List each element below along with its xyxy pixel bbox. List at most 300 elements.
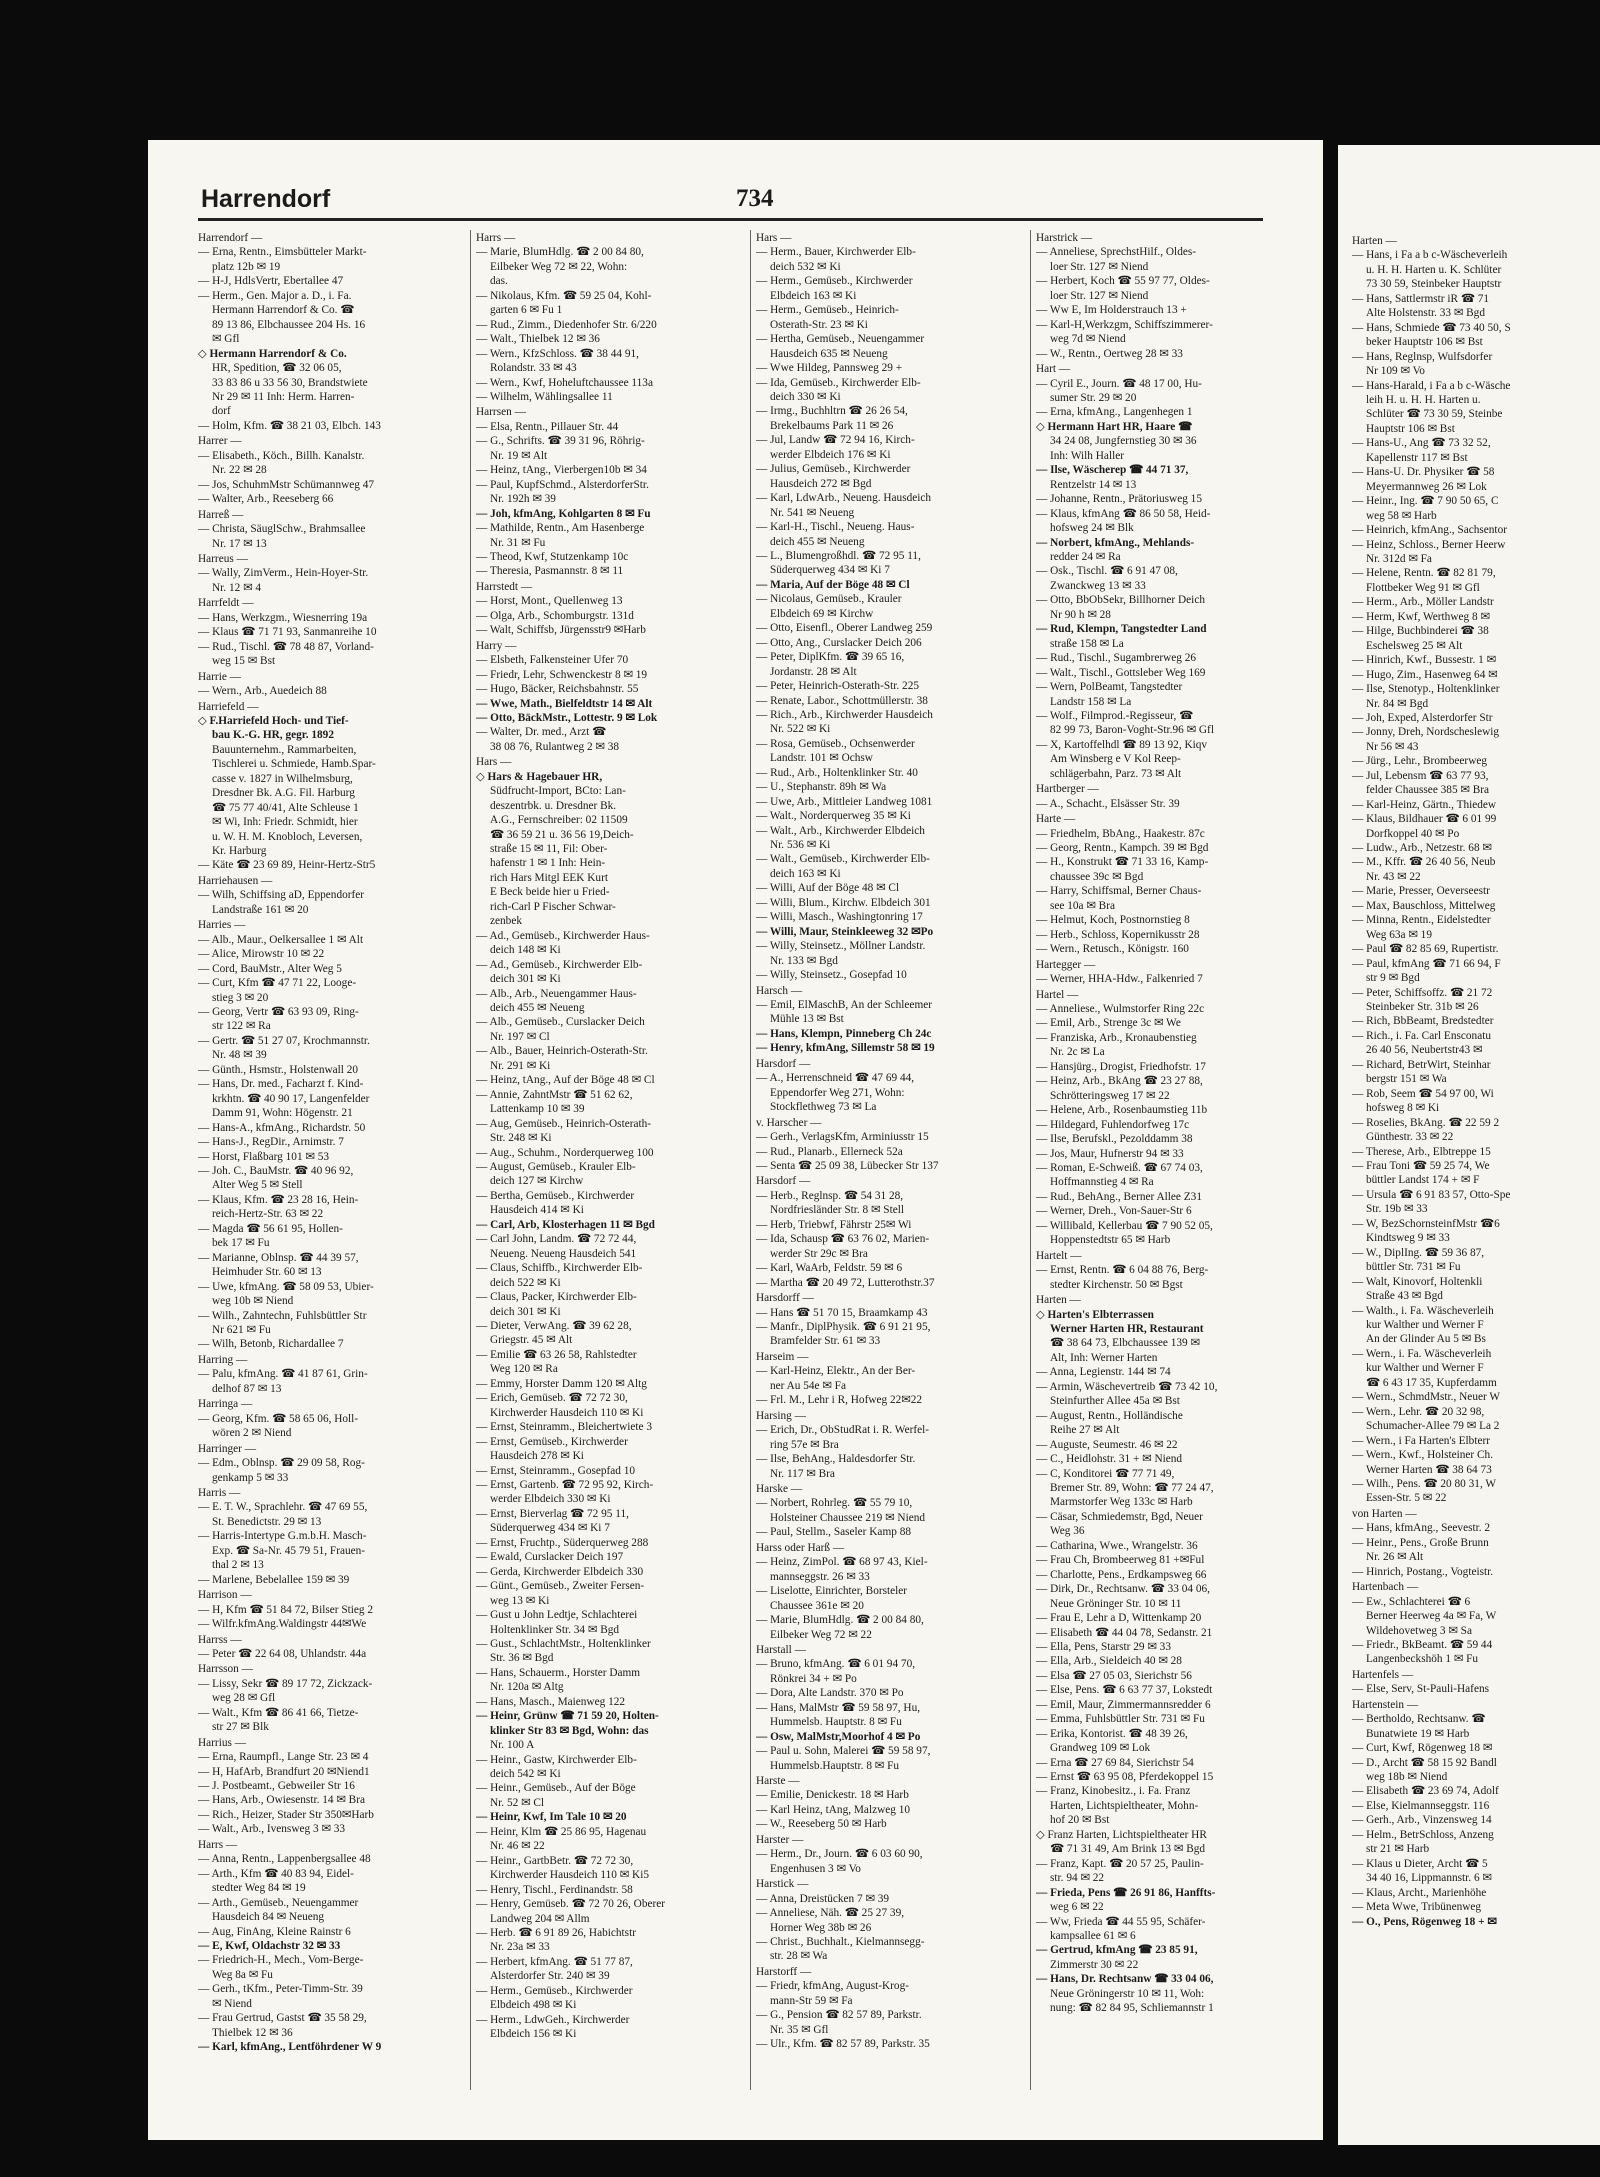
entry-continuation: straße 158 ✉ La [1050,637,1124,650]
directory-entry: — Ad., Gemüseb., Kirchwerder Haus- [476,929,650,942]
entry-continuation: Nr. 84 ✉ Bgd [1366,697,1429,710]
entry-continuation: Schlüter ☎ 73 30 59, Steinbe [1366,408,1503,421]
entry-continuation: stedter Kirchenstr. 50 ✉ Bgst [1050,1278,1183,1291]
directory-entry: — Julius, Gemüseb., Kirchwerder [756,463,911,476]
header-rule [198,218,1263,221]
entry-continuation: Werner Harten ☎ 38 64 73 [1366,1463,1492,1476]
directory-entry: — Henry, Gemüseb. ☎ 72 70 26, Oberer [476,1898,666,1911]
entry-continuation: rich-Carl P Fischer Schwar- [490,900,616,913]
entry-continuation: Nr. 19 ✉ Alt [490,449,548,462]
directory-entry: — H., Konstrukt ☎ 71 33 16, Kamp- [1036,856,1209,869]
directory-entry: — Ursula ☎ 6 91 83 57, Otto-Spe [1352,1188,1511,1201]
directory-entry: — Emmy, Horster Damm 120 ✉ Altg [476,1377,647,1390]
directory-entry: — Erna, Rentn., Eimsbütteler Markt- [198,246,367,259]
directory-entry: — Cord, BauMstr., Alter Weg 5 [198,962,342,975]
directory-entry: — Elisabeth ☎ 44 04 78, Sedanstr. 21 [1036,1626,1213,1639]
directory-entry: — Hans-Harald, i Fa a b c-Wäsche [1352,379,1511,392]
entry-continuation: Nr. 52 ✉ Cl [490,1796,545,1809]
entry-continuation: ☎ 36 59 21 u. 36 56 19,Deich- [490,828,634,841]
directory-entry: — Karl-H,Werkzgm, Schiffszimmerer- [1036,318,1213,331]
directory-entry: — Bruno, kfmAng. ☎ 6 01 94 70, [756,1658,916,1671]
directory-entry: — Herm., Gemüseb., Kirchwerder [476,1984,633,1997]
directory-entry: — Wilh., Pens. ☎ 20 80 31, W [1352,1477,1497,1490]
entry-continuation: sumer Str. 29 ✉ 20 [1050,391,1137,404]
directory-entry: — Karl, LdwArb., Neueng. Hausdeich [756,492,932,505]
directory-entry: — H-J, HdlsVertr, Ebertallee 47 [198,275,344,288]
directory-entry: — Roman, E-Schweiß. ☎ 67 74 03, [1036,1162,1203,1174]
entry-continuation: HR, Spedition, ☎ 32 06 05, [212,362,342,375]
entry-continuation: Holsteiner Chaussee 219 ✉ Niend [770,1511,926,1524]
directory-entry: — Gerda, Kirchwerder Elbdeich 330 [476,1565,644,1578]
directory-entry: — Wern., Arb., Auedeich 88 [198,685,327,698]
directory-entry: — Aug, Gemüseb., Heinrich-Osterath- [476,1117,652,1130]
directory-entry: — Hans-U. Dr. Physiker ☎ 58 [1352,466,1495,479]
directory-entry: — Henry, Tischl., Ferdinandstr. 58 [476,1883,633,1896]
entry-continuation: str 21 ✉ Harb [1366,1843,1430,1856]
entry-continuation: Elbdeich 163 ✉ Ki [770,289,857,302]
entry-continuation: Mühle 13 ✉ Bst [770,1013,844,1026]
directory-entry: — Gertrud, kfmAng ☎ 23 85 91, [1036,1944,1198,1957]
directory-entry: — Frau Ch, Brombeerweg 81 +✉Ful [1036,1554,1205,1567]
surname-heading: Hars — [756,232,792,244]
surname-heading: Harrius — [198,1736,247,1749]
entry-continuation: Neue Gröninger Str. 10 ✉ 11 [1050,1597,1182,1610]
surname-heading: Hartberger — [1036,783,1099,796]
directory-entry: — U., Stephanstr. 89h ✉ Wa [756,781,887,794]
directory-entry: — Marlene, Bebelallee 159 ✉ 39 [198,1573,350,1586]
entry-continuation: deich 127 ✉ Kirchw [490,1175,584,1188]
directory-entry: — Otto, Eisenfl., Oberer Landweg 259 [756,622,933,635]
surname-heading: Harstall — [756,1643,806,1656]
entry-continuation: deich 330 ✉ Ki [770,390,841,403]
directory-entry: — Bertha, Gemüseb., Kirchwerder [476,1189,635,1202]
entry-continuation: Nr 29 ✉ 11 Inh: Herm. Harren- [212,390,355,403]
directory-entry: — A., Herrenschneid ☎ 47 69 44, [756,1072,915,1085]
directory-entry: — Karl-Heinz, Gärtn., Thiedew [1352,798,1497,811]
entry-continuation: Steinbeker Str. 31b ✉ 26 [1366,1001,1479,1014]
directory-entry: — Catharina, Wwe., Wrangelstr. 36 [1036,1539,1198,1552]
directory-entry: — Joh, Exped, Alsterdorfer Str [1352,711,1493,724]
entry-continuation: Günthestr. 33 ✉ 22 [1366,1131,1454,1144]
entry-continuation: stieg 3 ✉ 20 [212,991,269,1004]
directory-entry: — M., Kffr. ☎ 26 40 56, Neub [1352,856,1496,869]
surname-heading: Harrss — [198,1633,242,1646]
entry-continuation: Eppendorfer Weg 271, Wohn: [770,1086,905,1099]
directory-entry: — Horst, Mont., Quellenweg 13 [476,595,623,608]
entry-continuation: Hoffmannstieg 4 ✉ Ra [1050,1176,1154,1189]
entry-continuation: weg 58 ✉ Harb [1366,509,1437,522]
surname-heading: Harrison — [198,1589,252,1602]
entry-continuation: Schrötteringsweg 17 ✉ 22 [1050,1089,1170,1102]
entry-continuation: hofsweg 24 ✉ Blk [1050,522,1134,535]
directory-entry: — Otto, Ang., Curslacker Deich 206 [756,636,922,649]
directory-entry: — Herb., Schloss, Kopernikusstr 28 [1036,928,1200,941]
directory-entry: — Erich, Gemüseb. ☎ 72 72 30, [476,1392,628,1405]
directory-entry: — Friedr., BkBeamt. ☎ 59 44 [1352,1638,1493,1651]
entry-continuation: Weg 63a ✉ 19 [1366,928,1432,941]
entry-continuation: str 122 ✉ Ra [212,1020,271,1033]
directory-entry: — Rud., BehAng., Berner Allee Z31 [1036,1190,1202,1203]
entry-continuation: Nr. 197 ✉ Cl [490,1030,550,1043]
directory-entry: — Ernst, Rentn. ☎ 6 04 88 76, Berg- [1036,1264,1209,1277]
directory-entry: ◇ Hermann Hart HR, Haare ☎ [1036,420,1193,433]
directory-entry: — Hans ☎ 51 70 15, Braamkamp 43 [756,1306,928,1319]
entry-continuation: Alter Weg 5 ✉ Stell [212,1179,303,1192]
entry-continuation: dorf [212,405,231,418]
directory-entry: — Günt., Gemüseb., Zweiter Fersen- [476,1580,645,1593]
entry-continuation: mannseggstr. 26 ✉ 33 [770,1570,870,1583]
entry-continuation: Kapellenstr 117 ✉ Bst [1366,451,1468,464]
entry-continuation: Lattenkamp 10 ✉ 39 [490,1103,585,1116]
directory-entry: — Walt., Arb., Kirchwerder Elbdeich [756,824,925,837]
directory-entry: — Heinz, ZimPol. ☎ 68 97 43, Kiel- [756,1556,928,1569]
directory-entry: — Klaus, Kfm. ☎ 23 28 16, Hein- [198,1193,359,1206]
entry-continuation: Kindtsweg 9 ✉ 33 [1366,1232,1450,1245]
directory-entry: — Ernst, Gemüseb., Kirchwerder [476,1435,628,1448]
entry-continuation: reich-Hertz-Str. 63 ✉ 22 [212,1208,324,1221]
directory-entry: ◇ F.Harriefeld Hoch- und Tief- [198,714,349,727]
directory-entry: — Hugo, Bäcker, Reichsbahnstr. 55 [476,683,639,696]
directory-entry: — Klaus ☎ 71 71 93, Sanmanreihe 10 [198,626,377,639]
directory-entry: — Klaus, Bildhauer ☎ 6 01 99 [1352,813,1497,826]
directory-entry: — Emma, Fuhlsbüttler Str. 731 ✉ Fu [1036,1713,1205,1726]
directory-entry: — Ida, Gemüseb., Kirchwerder Elb- [756,376,921,389]
directory-entry: — Ernst, Steinramm., Gosepfad 10 [476,1464,636,1477]
directory-entry: — Curt, Kfm ☎ 47 71 22, Looge- [198,977,357,990]
entry-continuation: Nr. 541 ✉ Neueng [770,506,855,519]
directory-entry: — Herm., Dr., Journ. ☎ 6 03 60 90, [756,1848,923,1861]
entry-continuation: Nr. 117 ✉ Bra [770,1467,835,1480]
directory-entry: — Norbert, kfmAng., Mehlands- [1036,536,1195,549]
entry-continuation: Elbdeich 69 ✉ Kirchw [770,607,874,620]
directory-entry: — Ernst, Bierverlag ☎ 72 95 11, [476,1507,629,1520]
directory-entry: — Herbert, Koch ☎ 55 97 77, Oldes- [1036,275,1210,288]
directory-entry: — Anneliese., Wulmstorfer Ring 22c [1036,1003,1205,1016]
entry-continuation: str 9 ✉ Bgd [1366,972,1420,985]
directory-entry: — Herm., Bauer, Kirchwerder Elb- [756,246,916,259]
entry-continuation: kampsallee 61 ✉ 6 [1050,1930,1136,1943]
directory-entry: — D., Archt ☎ 58 15 92 Bandl [1352,1756,1497,1769]
directory-entry: — Heinz, Arb., BkAng ☎ 23 27 88, [1036,1075,1203,1088]
directory-entry: — Otto, BbObSekr, Billhorner Deich [1036,594,1205,607]
entry-continuation: Zimmerstr 30 ✉ 22 [1050,1958,1139,1971]
directory-entry: — Christa, SäuglSchw., Brahmsallee [198,523,366,536]
entry-continuation: Harten, Lichtspieltheater, Mohn- [1050,1799,1199,1812]
directory-column-4 [1036,230,1302,2090]
surname-heading: Hartegger — [1036,958,1096,971]
directory-entry: — Emilie ☎ 63 26 58, Rahlstedter [476,1348,637,1361]
entry-continuation: Nr. 133 ✉ Bgd [770,954,838,967]
entry-continuation: Engenhusen 3 ✉ Vo [770,1862,861,1875]
directory-entry: — Gerh., tKfm., Peter-Timm-Str. 39 [198,1983,363,1996]
directory-entry: — Herb, Triebwf, Fährstr 25✉ Wi [756,1218,912,1231]
directory-entry: — Wern., Kwf, Hoheluftchaussee 113a [476,376,653,389]
entry-continuation: Hausdeich 414 ✉ Ki [490,1204,584,1217]
entry-continuation: Nr. 43 ✉ 22 [1366,870,1421,883]
directory-entry: — Frau E, Lehr a D, Wittenkamp 20 [1036,1612,1202,1625]
directory-entry: — Hans, Dr. Rechtsanw ☎ 33 04 06, [1036,1973,1214,1986]
entry-continuation: u. W. H. M. Knobloch, Leversen, [212,830,363,843]
directory-entry: — Frau Toni ☎ 59 25 74, We [1352,1160,1490,1172]
entry-continuation: weg 15 ✉ Bst [212,655,276,668]
entry-continuation: Am Winsberg e V Kol Reep- [1050,753,1181,766]
entry-continuation: Landstraße 161 ✉ 20 [212,903,309,916]
directory-entry: — Nicolaus, Gemüseb., Krauler [756,593,902,606]
directory-entry: — Arth., Gemüseb., Neuengammer [198,1896,359,1909]
entry-continuation: ✉ Niend [212,1997,252,2010]
directory-entry: — Helene, Arb., Rosenbaumstieg 11b [1036,1104,1208,1117]
directory-entry: — A., Schacht., Elsässer Str. 39 [1036,797,1180,810]
directory-entry: — Georg, Rentn., Kampch. 39 ✉ Bgd [1036,842,1209,855]
directory-entry: — Claus, Schiffb., Kirchwerder Elb- [476,1262,643,1275]
directory-entry: — E, Kwf, Oldachstr 32 ✉ 33 [198,1940,341,1953]
entry-continuation: 73 30 59, Steinbeker Hauptstr [1366,278,1502,291]
directory-entry: — Paul, KupfSchmd., AlsterdorferStr. [476,478,649,491]
directory-entry: — Walt., Tischl., Gottsleber Weg 169 [1036,666,1206,679]
directory-entry: — Anna, Rentn., Lappenbergsallee 48 [198,1853,371,1866]
directory-entry: — Emilie, Denickestr. 18 ✉ Harb [756,1789,909,1802]
directory-entry: — Walt., Thielbek 12 ✉ 36 [476,333,600,346]
directory-entry: — Ernst, Steinramm., Bleichertwiete 3 [476,1421,653,1434]
entry-continuation: deich 455 ✉ Neueng [770,535,865,548]
directory-entry: — Heinr., GartbBetr. ☎ 72 72 30, [476,1854,634,1867]
entry-continuation: nung: ☎ 82 84 95, Schliemannstr 1 [1050,2002,1214,2015]
directory-entry: — Wern., i. Fa. Wäscheverleih [1352,1347,1492,1360]
directory-entry: — Herb., Reglnsp. ☎ 54 31 28, [756,1189,904,1202]
entry-continuation: Meyermannweg 26 ✉ Lok [1366,480,1487,493]
directory-entry: — Rud., Tischl., Sugambrerweg 26 [1036,652,1197,665]
entry-continuation: weg 18b ✉ Niend [1366,1771,1448,1784]
surname-heading: Harreus — [198,552,248,565]
entry-continuation: Nr. 100 A [490,1739,535,1752]
entry-continuation: deich 455 ✉ Neueng [490,1002,585,1015]
entry-continuation: Str. 248 ✉ Ki [490,1132,552,1145]
entry-continuation: 82 99 73, Baron-Voght-Str.96 ✉ Gfl [1050,724,1214,737]
entry-continuation: Hausdeich 278 ✉ Ki [490,1450,584,1463]
directory-entry: — Uwe, Arb., Mittleier Landweg 1081 [756,795,933,808]
entry-continuation: Essen-Str. 5 ✉ 22 [1366,1492,1447,1505]
directory-entry: — Hansjürg., Drogist, Friedhofstr. 17 [1036,1060,1206,1073]
entry-continuation: ☎ 6 43 17 35, Kupferdamm [1366,1376,1497,1389]
directory-entry: — Anneliese, Näh. ☎ 25 27 39, [756,1907,905,1920]
directory-entry: — Rud, Klempn, Tangstedter Land [1036,623,1207,636]
directory-entry: — Rud., Zimm., Diedenhofer Str. 6/220 [476,318,657,331]
directory-entry: — Wilhelm, Wählingsallee 11 [476,390,613,403]
entry-continuation: Nr 109 ✉ Vo [1366,365,1425,378]
directory-column-2 [476,230,742,2090]
entry-continuation: casse v. 1827 in Wilhelmsburg, [212,772,353,785]
entry-continuation: Griegstr. 45 ✉ Alt [490,1334,573,1347]
entry-continuation: thal 2 ✉ 13 [212,1559,264,1572]
surname-heading: Harrsen — [476,406,526,419]
directory-entry: — Hans, Schauerm., Horster Damm [476,1666,641,1679]
directory-entry: — Klaus, kfmAng ☎ 86 50 58, Heid- [1036,507,1211,520]
directory-entry: — L., Blumengroßhdl. ☎ 72 95 11, [756,549,921,562]
entry-continuation: Nr 621 ✉ Fu [212,1323,271,1336]
entry-continuation: Damm 91, Wohn: Högenstr. 21 [212,1107,353,1120]
directory-entry: — Curt, Kwf, Rögenweg 18 ✉ [1352,1742,1493,1755]
surname-heading: Harten — [1036,1294,1081,1307]
directory-entry: — Jul, Lebensm ☎ 63 77 93, [1352,769,1489,782]
entry-continuation: Exp. ☎ Sa-Nr. 45 79 51, Frauen- [212,1544,366,1557]
directory-entry: — Rosa, Gemüseb., Ochsenwerder [756,737,915,750]
directory-entry: — Wwe, Math., Bielfeldtstr 14 ✉ Alt [476,697,653,710]
entry-continuation: genkamp 5 ✉ 33 [212,1471,289,1484]
surname-heading: Hartenbach — [1352,1581,1419,1594]
entry-continuation: Nr. 17 ✉ 13 [212,537,267,550]
directory-entry: — Else, Kielmannseggstr. 116 [1352,1799,1490,1812]
entry-continuation: Elbdeich 498 ✉ Ki [490,1999,577,2012]
directory-entry: — Frl. M., Lehr i R, Hofweg 22✉22 [756,1394,923,1407]
entry-continuation: Nr. 120a ✉ Altg [490,1681,564,1694]
entry-continuation: werder Elbdeich 176 ✉ Ki [770,448,891,461]
entry-continuation: zenbek [490,915,522,928]
entry-continuation: Alt, Inh: Werner Harten [1050,1351,1158,1364]
directory-entry: — Carl John, Landm. ☎ 72 72 44, [476,1233,637,1246]
surname-heading: Harsdorf — [756,1175,811,1188]
directory-entry: — Frau Gertrud, Gastst ☎ 35 58 29, [198,2012,367,2025]
directory-entry: — Wilh, Schiffsing aD, Eppendorfer [198,889,365,902]
directory-entry: — Franz, Kapt. ☎ 20 57 25, Paulin- [1036,1857,1204,1870]
directory-entry: — Walt., Gemüseb., Kirchwerder Elb- [756,853,930,866]
directory-entry: — Emil, Maur, Zimmermannsredder 6 [1036,1698,1211,1711]
directory-entry: — Otto, BäckMstr., Lottestr. 9 ✉ Lok [476,711,658,724]
directory-entry: — Uwe, kfmAng. ☎ 58 09 53, Ubier- [198,1280,374,1293]
directory-page [148,140,1323,2140]
entry-continuation: Elbdeich 156 ✉ Ki [490,2028,577,2041]
entry-continuation: ☎ 75 77 40/41, Alte Schleuse 1 [212,801,359,814]
surname-heading: Hartelt — [1036,1249,1082,1262]
entry-continuation: Chaussee 361e ✉ 20 [770,1599,864,1612]
entry-continuation: A.G., Fernschreiber: 02 11509 [490,814,628,827]
entry-continuation: E Beck beide hier u Fried- [490,886,610,899]
surname-heading: Harrsson — [198,1663,253,1676]
directory-entry: — Aug., Schuhm., Norderquerweg 100 [476,1146,654,1159]
directory-entry: — Harry, Schiffsmal, Berner Chaus- [1036,885,1202,898]
directory-entry: — Gust u John Ledtje, Schlachterei [476,1609,638,1622]
entry-continuation: Rönkrei 34 + ✉ Po [770,1672,857,1685]
surname-heading: Harsdorf — [756,1057,811,1070]
directory-entry: — Ad., Gemüseb., Kirchwerder Elb- [476,958,643,971]
entry-continuation: Landstr 158 ✉ La [1050,695,1132,708]
entry-continuation: Süderquerweg 434 ✉ Ki 7 [490,1522,610,1535]
running-head: Harrendorf [201,185,331,213]
entry-continuation: u. H. H. Harten u. K. Schlüter [1366,263,1502,276]
entry-continuation: deszentrbk. u. Dresdner Bk. [490,799,617,812]
directory-entry: — Ernst ☎ 63 95 08, Pferdekoppel 15 [1036,1771,1214,1784]
entry-continuation: Eilbeker Weg 72 ✉ 22 [770,1628,872,1641]
directory-entry: — Ernst, Gartenb. ☎ 72 95 92, Kirch- [476,1478,654,1491]
directory-entry: — G., Pension ☎ 82 57 89, Parkstr. [756,2009,922,2022]
directory-entry: — Rich., Arb., Kirchwerder Hausdeich [756,708,933,721]
entry-continuation: Nr 56 ✉ 43 [1366,740,1419,753]
directory-entry: — Wern., Kwf., Holsteiner Ch. [1352,1449,1494,1462]
directory-entry: — Wern., i Fa Harten's Elbterr [1352,1434,1491,1447]
directory-entry: — Klaus, Archt., Marienhöhe [1352,1886,1487,1899]
entry-continuation: deich 532 ✉ Ki [770,260,841,273]
directory-entry: — Jonny, Dreh, Nordscheslewig [1352,726,1500,739]
directory-entry: — Ella, Arb., Sieldeich 40 ✉ 28 [1036,1655,1182,1668]
entry-continuation: ✉ Wi, Inh: Friedr. Schmidt, hier [212,816,358,829]
entry-continuation: das. [490,275,508,288]
directory-entry: — Emil, ElMaschB, An der Schleemer [756,999,933,1012]
entry-continuation: Bramfelder Str. 61 ✉ 33 [770,1335,881,1348]
directory-entry: — Wally, ZimVerm., Hein-Hoyer-Str. [198,567,369,580]
directory-entry: — O., Pens, Rögenweg 18 + ✉ [1352,1915,1497,1928]
entry-continuation: Alsterdorfer Str. 240 ✉ 39 [490,1970,610,1983]
directory-entry: — Ludw., Arb., Netzestr. 68 ✉ [1352,842,1492,855]
surname-heading: Hartenfels — [1352,1668,1414,1681]
entry-continuation: Hausdeich 635 ✉ Neueng [770,347,888,360]
entry-continuation: Hoppenstedtstr 65 ✉ Harb [1050,1234,1171,1247]
directory-entry: — Renate, Labor., Schottmüllerstr. 38 [756,694,928,707]
entry-continuation: Dresdner Bk. A.G. Fil. Harburg [212,787,355,800]
directory-entry: — Carl, Arb, Klosterhagen 11 ✉ Bgd [476,1218,655,1231]
entry-continuation: weg 10b ✉ Niend [212,1295,294,1308]
entry-continuation: deich 148 ✉ Ki [490,944,561,957]
surname-heading: Harseim — [756,1350,809,1363]
surname-heading: Harreß — [198,508,244,521]
entry-continuation: Schumacher-Allee 79 ✉ La 2 [1366,1420,1500,1433]
directory-entry: — Norbert, Rohrleg. ☎ 55 79 10, [756,1497,913,1510]
directory-entry: — Paul ☎ 82 85 69, Rupertistr. [1352,943,1499,956]
directory-entry: — Hans, Schmiede ☎ 73 40 50, S [1352,321,1511,334]
entry-continuation: Heimhuder Str. 60 ✉ 13 [212,1266,322,1279]
directory-entry: — Heinr, Klm ☎ 25 86 95, Hagenau [476,1825,647,1838]
directory-entry: — J. Postbeamt., Gebweiler Str 16 [198,1780,355,1793]
directory-entry: — Ella, Pens, Starstr 29 ✉ 33 [1036,1640,1171,1653]
directory-entry: — Helmut, Koch, Postnornstieg 8 [1036,914,1190,927]
directory-entry: — Gust., SchlachtMstr., Holtenklinker [476,1637,651,1650]
directory-entry: — Georg, Vertr ☎ 63 93 09, Ring- [198,1006,359,1019]
entry-continuation: ner Au 54e ✉ Fa [770,1379,846,1392]
directory-entry: — Walter, Arb., Reeseberg 66 [198,493,334,506]
entry-continuation: Eilbeker Weg 72 ✉ 22, Wohn: [490,260,628,273]
column-divider [750,230,751,2090]
entry-continuation: Nr. 48 ✉ 39 [212,1049,267,1062]
directory-entry: — Jul, Landw ☎ 72 94 16, Kirch- [756,434,915,447]
entry-continuation: Nr. 22 ✉ 28 [212,464,267,477]
directory-entry: — Elsbeth, Falkensteiner Ufer 70 [476,654,629,667]
entry-continuation: Landstr. 101 ✉ Ochsw [770,752,873,765]
directory-entry: — Liselotte, Einrichter, Borsteler [756,1585,908,1598]
directory-entry: — Walt, Schiffsb, Jürgensstr9 ✉Harb [476,624,646,637]
directory-entry: — Helene, Rentn. ☎ 82 81 79, [1352,567,1496,580]
surname-heading: Harriehausen — [198,874,273,887]
surname-heading: Harringa — [198,1398,253,1411]
directory-entry: — Wern., Lehr. ☎ 20 32 98, [1352,1405,1485,1418]
next-page-edge [1338,145,1600,2145]
surname-heading: Harrs — [476,232,516,244]
directory-entry: — Palu, kfmAng. ☎ 41 87 61, Grin- [198,1368,368,1381]
directory-entry: — Elisabeth ☎ 23 69 74, Adolf [1352,1785,1499,1798]
directory-entry: — Dirk, Dr., Rechtsanw. ☎ 33 04 06, [1036,1583,1210,1596]
directory-entry: — Walt., Arb., Ivensweg 3 ✉ 33 [198,1823,346,1836]
surname-heading: Hars — [476,756,512,769]
directory-entry: — Lissy, Sekr ☎ 89 17 72, Zickzack- [198,1677,373,1690]
directory-entry: — Anneliese, SprechstHilf., Oldes- [1036,246,1197,259]
directory-entry: — Hertha, Gemüseb., Neuengammer [756,333,925,346]
directory-entry: — Ewald, Curslacker Deich 197 [476,1551,624,1564]
entry-continuation: Rolandstr. 33 ✉ 43 [490,362,577,375]
directory-column-3 [756,230,1022,2090]
surname-heading: Harten — [1352,235,1397,247]
directory-entry: — Walt., Kfm ☎ 86 41 66, Tietze- [198,1706,359,1719]
entry-continuation: Hummelsb.Hauptstr. 8 ✉ Fu [770,1759,900,1772]
entry-continuation: 33 83 86 u 33 56 30, Brandstwiete [212,376,368,389]
directory-entry: — Friedr, kfmAng, August-Krog- [756,1980,909,1993]
surname-heading: Harrie — [198,670,241,683]
